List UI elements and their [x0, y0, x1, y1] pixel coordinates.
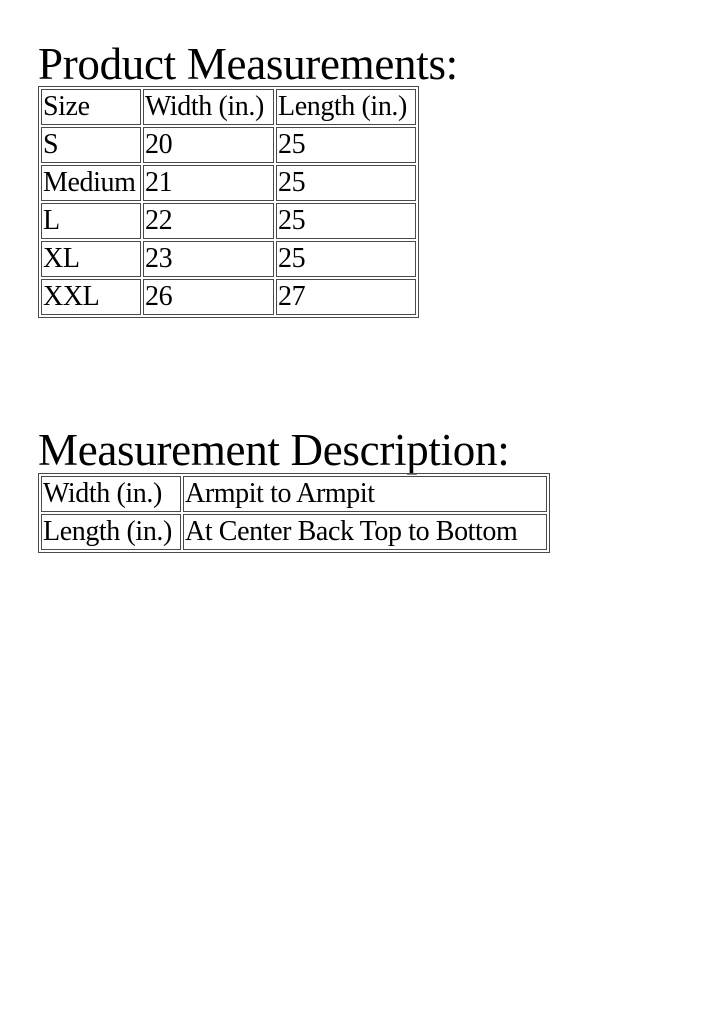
- table-row: [41, 279, 416, 315]
- table-row: [41, 514, 547, 550]
- table-row: [41, 241, 416, 277]
- length-cell: 25: [276, 127, 416, 163]
- definition-cell: At Center Back Top to Bottom: [183, 514, 547, 550]
- table-row: [41, 127, 416, 163]
- measurement-description-table: [38, 473, 550, 553]
- product-measurements-title: Product Measurements:: [38, 39, 458, 89]
- size-cell: XXL: [41, 279, 141, 315]
- size-cell: Medium: [41, 165, 141, 201]
- table-header-row: [41, 89, 416, 125]
- header-size: Size: [41, 89, 141, 125]
- length-cell: 25: [276, 165, 416, 201]
- table-row: [41, 165, 416, 201]
- size-cell: XL: [41, 241, 141, 277]
- length-cell: 25: [276, 241, 416, 277]
- size-cell: L: [41, 203, 141, 239]
- table-row: [41, 476, 547, 512]
- width-cell: 23: [143, 241, 274, 277]
- term-cell: Length (in.): [41, 514, 181, 550]
- width-cell: 21: [143, 165, 274, 201]
- header-width: Width (in.): [143, 89, 274, 125]
- size-chart-table: [38, 86, 419, 318]
- term-cell: Width (in.): [41, 476, 181, 512]
- width-cell: 22: [143, 203, 274, 239]
- width-cell: 26: [143, 279, 274, 315]
- header-length: Length (in.): [276, 89, 416, 125]
- table-row: [41, 203, 416, 239]
- width-cell: 20: [143, 127, 274, 163]
- length-cell: 25: [276, 203, 416, 239]
- length-cell: 27: [276, 279, 416, 315]
- size-cell: S: [41, 127, 141, 163]
- measurement-description-title: Measurement Description:: [38, 425, 510, 475]
- definition-cell: Armpit to Armpit: [183, 476, 547, 512]
